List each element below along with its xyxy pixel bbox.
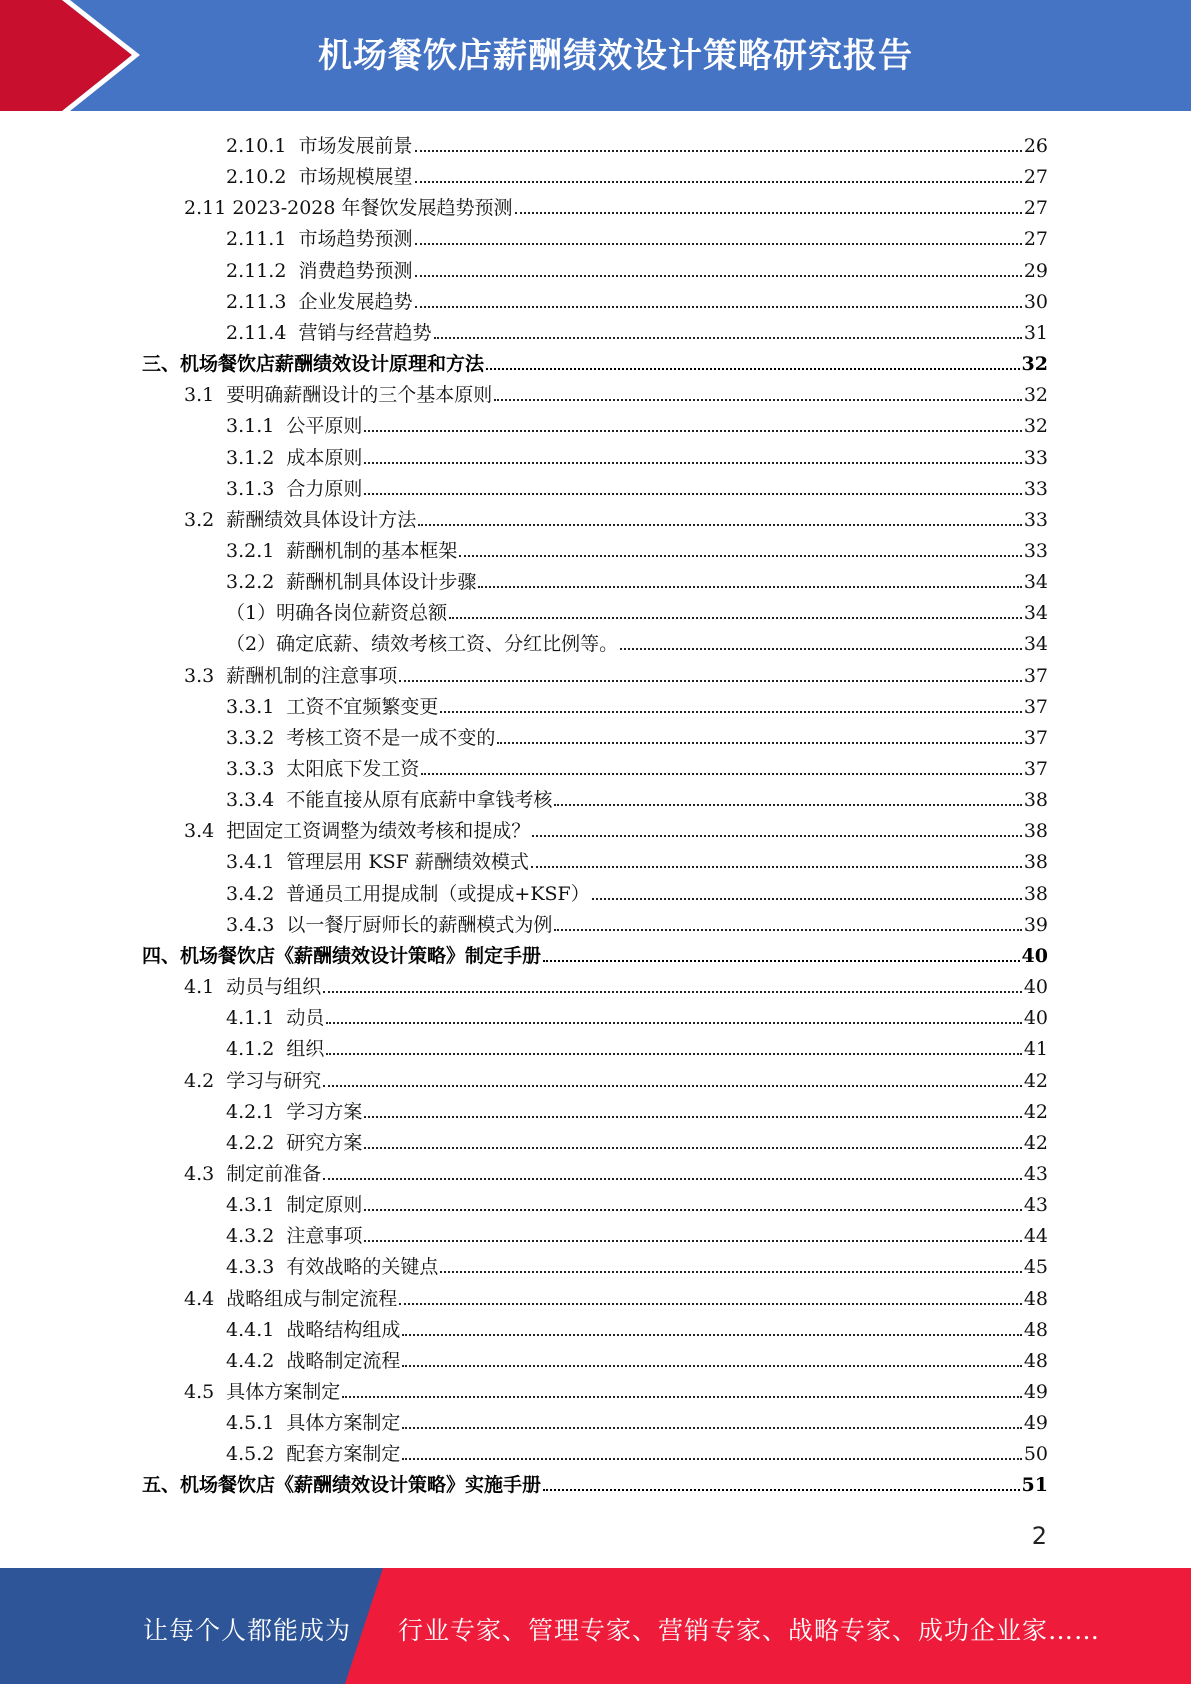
toc-dot-leader [531,866,1022,868]
toc-entry-page: 27 [1023,166,1048,189]
toc-dot-leader [418,524,1022,526]
toc-dot-leader [415,243,1022,245]
toc-entry-title: 4.4 战略组成与制定流程 [184,1287,398,1310]
toc-entry-title: 3.3.3 太阳底下发工资 [226,758,420,780]
toc-entry[interactable] [226,719,1048,750]
toc-entry[interactable] [226,781,1048,812]
toc-entry[interactable] [226,563,1048,594]
toc-entry[interactable] [184,1280,1048,1311]
toc-entry-title: 四、机场餐饮店《薪酬绩效设计策略》制定手册 [142,944,542,967]
toc-entry-title: 3.2.1 薪酬机制的基本框架 [226,539,458,562]
toc-entry[interactable] [226,1311,1048,1342]
toc-dot-leader [415,275,1022,277]
toc-entry-page: 50 [1023,1443,1048,1466]
toc-entry[interactable] [226,1217,1048,1248]
toc-entry[interactable] [226,1404,1048,1435]
toc-entry-page: 29 [1023,259,1048,282]
toc-entry-page: 31 [1023,321,1048,344]
toc-dot-leader [415,181,1022,183]
toc-entry[interactable] [226,1093,1048,1124]
toc-entry-page: 32 [1023,415,1048,438]
toc-dot-leader [364,430,1021,432]
toc-dot-leader [326,1053,1021,1055]
toc-entry[interactable] [226,1342,1048,1373]
toc-entry-title: 4.3 制定前准备 [184,1162,322,1185]
toc-entry-title: 4.2.1 学习方案 [226,1100,363,1123]
toc-entry-title: 2.11.4 营销与经营趋势 [226,321,432,344]
toc-entry-page: 32 [1023,384,1048,407]
toc-entry-title: 3.1.2 成本原则 [226,446,363,469]
toc-entry-title: 4.1 动员与组织 [184,976,322,999]
toc-entry[interactable] [184,657,1048,688]
toc-entry[interactable] [184,376,1048,407]
toc-entry[interactable] [142,345,1048,376]
toc-dot-leader [364,1209,1021,1211]
toc-dot-leader [494,399,1022,401]
toc-entry-page: 48 [1023,1318,1048,1341]
toc-dot-leader [364,462,1021,464]
toc-entry-title: 3.4.2 普通员工用提成制（或提成+KSF） [226,882,590,905]
toc-dot-leader [399,680,1022,682]
toc-entry[interactable] [226,158,1048,189]
toc-entry-page: 33 [1023,446,1048,469]
toc-entry-page: 42 [1023,1069,1048,1092]
toc-dot-leader [402,1458,1021,1460]
toc-entry-page: 26 [1023,135,1048,157]
toc-entry[interactable] [226,843,1048,874]
toc-entry-page: 42 [1023,1100,1048,1123]
toc-entry[interactable] [184,189,1048,220]
toc-entry[interactable] [184,1062,1048,1093]
toc-entry[interactable] [226,439,1048,470]
toc-entry-page: 42 [1023,1131,1048,1154]
toc-entry-title: 3.3.2 考核工资不是一成不变的 [226,726,496,749]
toc-entry-title: 4.2 学习与研究 [184,1069,322,1092]
toc-entry-title: 4.3.1 制定原则 [226,1194,363,1217]
toc-entry-page: 37 [1023,758,1048,780]
toc-dot-leader [323,991,1022,993]
page-number: 2 [1031,1522,1047,1550]
toc-dot-leader [434,337,1022,339]
toc-entry-page: 40 [1021,944,1048,967]
toc-dot-leader [459,555,1021,557]
toc-entry-page: 30 [1023,290,1048,313]
toc-dot-leader [364,1240,1021,1242]
toc-entry[interactable] [226,1435,1048,1466]
toc-entry-page: 38 [1023,851,1048,874]
toc-entry-page: 43 [1023,1194,1048,1217]
toc-entry-title: 3.2.2 薪酬机制具体设计步骤 [226,571,477,594]
toc-entry[interactable] [226,688,1048,719]
toc-entry[interactable] [184,501,1048,532]
toc-entry-page: 27 [1023,228,1048,251]
toc-dot-leader [440,711,1021,713]
toc-entry[interactable] [226,127,1048,158]
toc-entry-page: 32 [1021,353,1048,376]
toc-dot-leader [449,617,1022,619]
toc-dot-leader [415,306,1022,308]
toc-entry-page: 37 [1023,726,1048,749]
toc-entry[interactable] [142,937,1048,968]
toc-dot-leader [620,648,1022,650]
toc-entry-title: 3.4.3 以一餐厅厨师长的薪酬模式为例 [226,913,553,936]
toc-entry-title: 3.1.3 合力原则 [226,477,363,500]
toc-entry-page: 33 [1023,508,1048,531]
toc-entry[interactable] [226,252,1048,283]
toc-entry-title: 4.3.2 注意事项 [226,1225,363,1248]
toc-entry-page: 37 [1023,695,1048,718]
toc-entry[interactable] [226,750,1048,781]
toc-entry[interactable] [226,1248,1048,1279]
toc-entry[interactable] [226,875,1048,906]
toc-entry-title: 3.3 薪酬机制的注意事项 [184,664,398,687]
toc-dot-leader [326,1022,1021,1024]
toc-dot-leader [543,1489,1020,1491]
toc-dot-leader [592,898,1022,900]
toc-dot-leader [515,212,1022,214]
page-header [0,0,1191,111]
toc-entry[interactable] [226,407,1048,438]
toc-entry-title: 3.4.1 管理层用 KSF 薪酬绩效模式 [226,851,529,874]
toc-entry[interactable] [184,1155,1048,1186]
toc-entry[interactable] [226,594,1048,625]
toc-entry-page: 34 [1023,602,1048,625]
toc-dot-leader [554,804,1021,806]
toc-entry-title: 五、机场餐饮店《薪酬绩效设计策略》实施手册 [142,1474,542,1497]
toc-entry[interactable] [226,906,1048,937]
toc-dot-leader [497,742,1021,744]
toc-entry-title: 2.11.2 消费趋势预测 [226,259,413,282]
toc-dot-leader [554,929,1021,931]
toc-entry-title: 3.1 要明确薪酬设计的三个基本原则 [184,384,493,407]
toc-entry-page: 34 [1023,633,1048,656]
toc-entry-title: （1）明确各岗位薪资总额 [226,602,448,625]
toc-entry[interactable] [184,812,1048,843]
toc-entry[interactable] [226,625,1048,656]
toc-entry-page: 44 [1023,1225,1048,1248]
toc-entry[interactable] [226,999,1048,1030]
toc-dot-leader [402,1334,1021,1336]
toc-dot-leader [402,1365,1021,1367]
toc-entry-page: 40 [1023,976,1048,999]
toc-entry-page: 48 [1023,1349,1048,1372]
toc-entry[interactable] [184,1373,1048,1404]
toc-entry-page: 41 [1023,1038,1048,1061]
toc-entry-title: 2.11.1 市场趋势预测 [226,228,413,251]
toc-entry-title: 3.2 薪酬绩效具体设计方法 [184,508,417,531]
toc-dot-leader [342,1396,1022,1398]
toc-entry-page: 40 [1023,1007,1048,1030]
toc-entry-title: 3.3.1 工资不宜频繁变更 [226,695,439,718]
toc-entry-page: 33 [1023,477,1048,500]
toc-dot-leader [323,1178,1022,1180]
toc-entry-page: 49 [1023,1412,1048,1435]
toc-entry-title: 4.1.2 组织 [226,1038,325,1061]
toc-entry-title: 4.5.2 配套方案制定 [226,1443,401,1466]
toc-entry[interactable] [142,1466,1048,1497]
toc-entry-title: 4.4.2 战略制定流程 [226,1349,401,1372]
toc-entry[interactable] [226,532,1048,563]
toc-dot-leader [532,835,1022,837]
toc-entry-title: 4.3.3 有效战略的关键点 [226,1256,439,1279]
footer-slogan-right: 行业专家、管理专家、营销专家、战略专家、成功企业家…… [398,1616,1101,1645]
toc-entry-page: 49 [1023,1381,1048,1403]
toc-entry-page: 43 [1023,1162,1048,1185]
toc-entry[interactable] [226,1186,1048,1217]
toc-dot-leader [364,493,1021,495]
toc-entry-title: 4.5 具体方案制定 [184,1381,341,1403]
toc-entry-title: 4.4.1 战略结构组成 [226,1318,401,1341]
toc-entry-page: 37 [1023,664,1048,687]
toc-entry-page: 34 [1023,571,1048,594]
toc-entry[interactable] [226,283,1048,314]
toc-entry-title: 3.4 把固定工资调整为绩效考核和提成？ [184,820,531,843]
footer-slogan-left: 让每个人都能成为 [143,1616,352,1645]
toc-entry-page: 38 [1023,789,1048,812]
toc-entry-page: 38 [1023,820,1048,843]
toc-entry-title: 4.5.1 具体方案制定 [226,1412,401,1435]
toc-entry-title: 2.11 2023-2028 年餐饮发展趋势预测 [184,197,513,220]
toc-dot-leader [415,150,1022,152]
toc-dot-leader [421,773,1021,775]
toc-dot-leader [323,1085,1022,1087]
toc-dot-leader [478,586,1021,588]
toc-dot-leader [364,1116,1021,1118]
toc-entry-page: 45 [1023,1256,1048,1279]
toc-entry[interactable] [226,1030,1048,1061]
toc-entry[interactable] [226,1124,1048,1155]
toc-entry-page: 27 [1023,197,1048,220]
toc-entry[interactable] [226,220,1048,251]
toc-dot-leader [440,1271,1021,1273]
toc-entry-page: 33 [1023,539,1048,562]
toc-dot-leader [486,368,1020,370]
page-footer [0,1568,1191,1684]
toc-entry-title: 2.11.3 企业发展趋势 [226,290,413,313]
toc-entry-page: 48 [1023,1287,1048,1310]
toc-entry-page: 38 [1023,882,1048,905]
toc-entry[interactable] [226,314,1048,345]
toc-entry-title: 3.3.4 不能直接从原有底薪中拿钱考核 [226,789,553,812]
toc-entry-title: （2）确定底薪、绩效考核工资、分红比例等。 [226,633,619,656]
toc-dot-leader [402,1427,1021,1429]
toc-dot-leader [364,1147,1021,1149]
toc-dot-leader [399,1303,1022,1305]
toc-entry-title: 三、机场餐饮店薪酬绩效设计原理和方法 [142,353,485,376]
toc-entry-title: 2.10.1 市场发展前景 [226,135,413,157]
toc-entry-title: 3.1.1 公平原则 [226,415,363,438]
toc-entry-page: 51 [1021,1474,1048,1497]
toc-entry-page: 39 [1023,913,1048,936]
document-title: 机场餐饮店薪酬绩效设计策略研究报告 [318,36,913,76]
toc-entry-title: 2.10.2 市场规模展望 [226,166,413,189]
toc-entry-title: 4.1.1 动员 [226,1007,325,1030]
toc-entry-title: 4.2.2 研究方案 [226,1131,363,1154]
toc-dot-leader [543,960,1020,962]
toc-entry[interactable] [184,968,1048,999]
toc-entry[interactable] [226,470,1048,501]
